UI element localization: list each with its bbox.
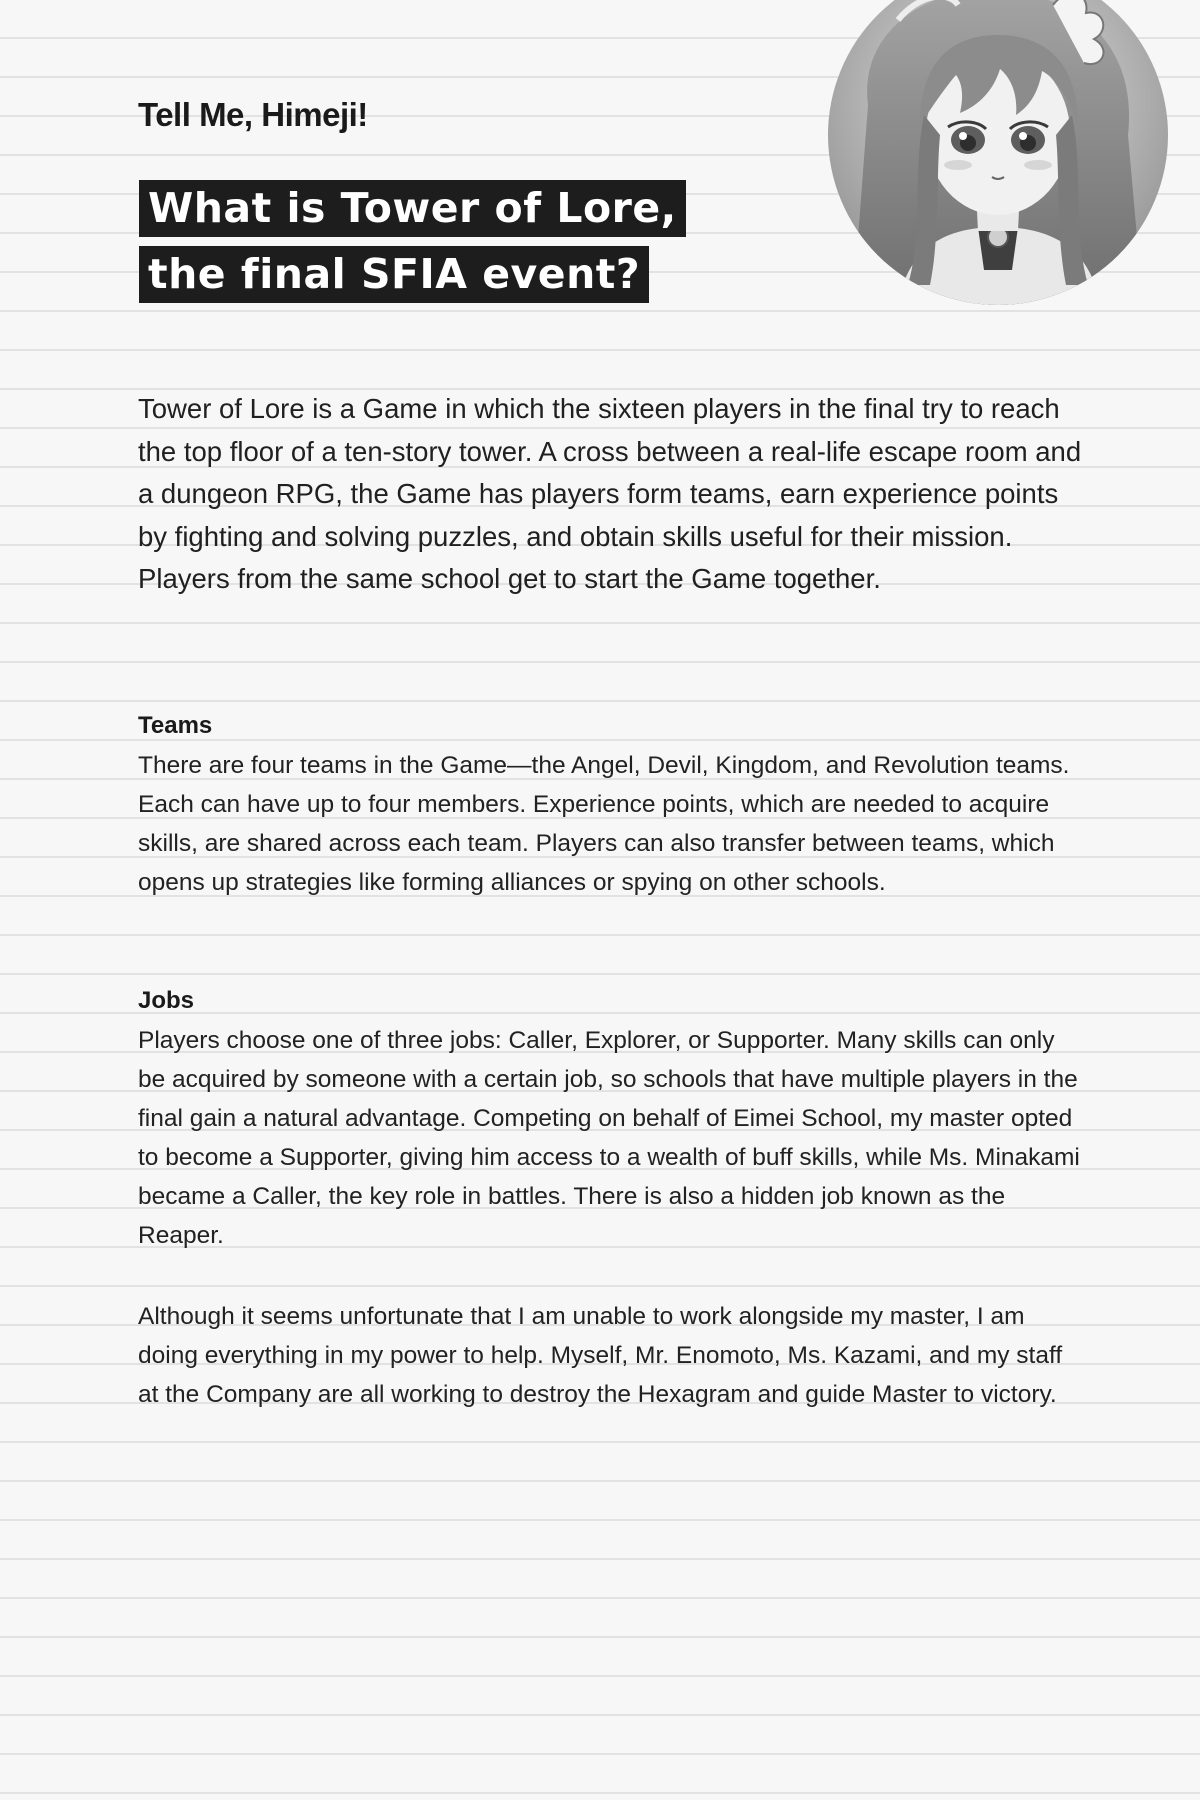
portrait-illustration [828, 0, 1168, 305]
teams-heading: Teams [138, 712, 213, 739]
jobs-paragraph: Players choose one of three jobs: Caller, Explorer, or Supporter. Many skills can only be acquired by someone with a certain job, so schools that have multiple players in the final gain a natural advantage. Competing on behalf of Eimei School, my master opted to become a Supporter, giving him access to a wealth of buff skills, while Ms. Minakami became a Caller, the key role in battles. There is also a hidden job known as the Reaper. [138, 1027, 1080, 1249]
character-portrait [828, 0, 1168, 305]
kicker-title: Tell Me, Himeji! [138, 96, 368, 133]
headline-line-1: What is Tower of Lore, [139, 180, 686, 237]
headline-line-2: the final SFIA event? [139, 246, 649, 303]
headline [139, 180, 686, 303]
jobs-heading: Jobs [138, 987, 195, 1014]
intro-paragraph: Tower of Lore is a Game in which the sixteen players in the final try to reach the top floor of a ten-story tower. A cross between a real-life escape room and a dungeon RPG, the Game has players form teams, earn experience points by fighting and solving puzzles, and obtain skills useful for their mission. Players from the same school get to start the Game together. [138, 393, 1082, 594]
closing-paragraph: Although it seems unfortunate that I am unable to work alongside my master, I am doing everything in my power to help. Myself, Mr. Enomoto, Ms. Kazami, and my staff at the Company are all working to destroy the Hexagram and guide Master to victory. [138, 1303, 1063, 1408]
teams-paragraph: There are four teams in the Game—the Angel, Devil, Kingdom, and Revolution teams. Each can have up to four members. Experience points, which are needed to acquire skills, are shared across each team. Players can also transfer between teams, which opens up strategies like forming alliances or spying on other schools. [138, 752, 1070, 896]
